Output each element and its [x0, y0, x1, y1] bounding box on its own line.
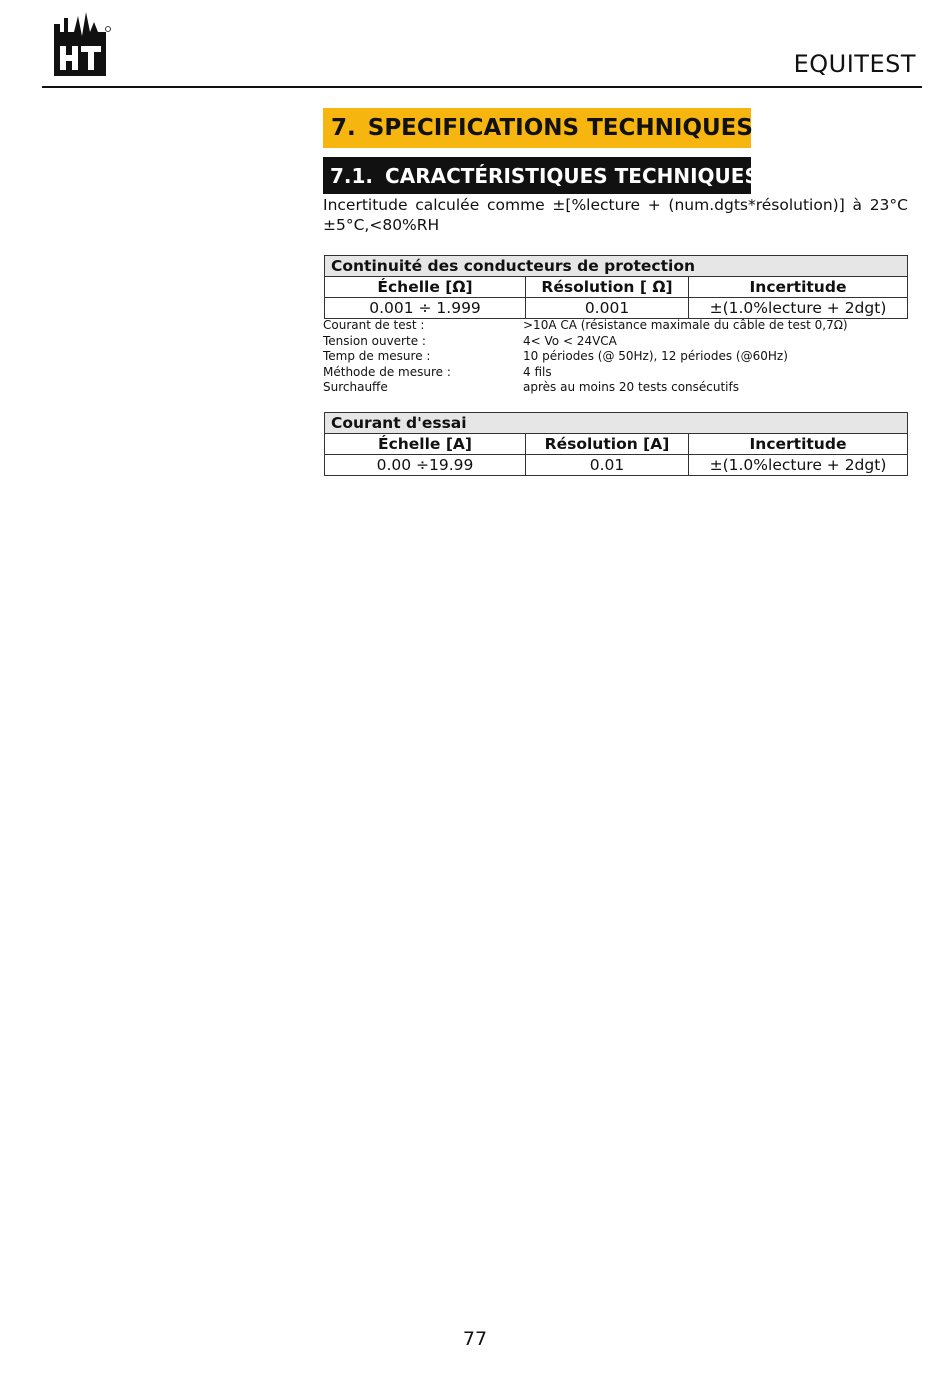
cell-scale: 0.00 ÷19.99: [325, 455, 526, 476]
note-value: >10A CA (résistance maximale du câble de test 0,7Ω): [523, 318, 848, 332]
column-header-resolution: Résolution [A]: [526, 434, 689, 455]
note-row: [323, 334, 848, 350]
section-heading: [323, 108, 751, 148]
ht-logo: [50, 10, 112, 78]
note-row: [323, 349, 848, 365]
page-number: 77: [462, 1328, 488, 1350]
note-value: 4 fils: [523, 364, 552, 379]
cell-uncertainty: ±(1.0%lecture + 2dgt): [689, 455, 908, 476]
cell-resolution: 0.001: [526, 298, 689, 319]
subsection-number: 7.1.: [330, 163, 374, 188]
note-label: Temp de mesure :: [323, 349, 431, 363]
note-label: Tension ouverte :: [323, 333, 426, 348]
test-notes: [323, 318, 848, 396]
header-title: EQUITEST: [793, 50, 916, 78]
note-value: 4< Vo < 24VCA: [523, 333, 617, 348]
test-current-table: [324, 412, 908, 476]
note-label: Surchauffe: [323, 380, 388, 394]
column-header-scale: Échelle [A]: [325, 434, 526, 455]
column-header-scale: Échelle [Ω]: [325, 277, 526, 298]
cell-resolution: 0.01: [526, 455, 689, 476]
header-divider: [42, 86, 922, 88]
note-label: Méthode de mesure :: [323, 364, 451, 379]
subsection-title: CARACTÉRISTIQUES TECHNIQUES: [385, 163, 759, 188]
section-number: 7.: [331, 115, 356, 141]
intro-paragraph: Incertitude calculée comme ±[%lecture + (num.dgts*résolution)] à 23°C ±5°C,<80%RH: [323, 196, 908, 234]
note-row: [323, 365, 848, 381]
cell-uncertainty: ±(1.0%lecture + 2dgt): [689, 298, 908, 319]
cell-scale: 0.001 ÷ 1.999: [325, 298, 526, 319]
note-label: Courant de test :: [323, 318, 425, 332]
section-title: SPECIFICATIONS TECHNIQUES: [367, 115, 753, 141]
note-row: [323, 380, 848, 396]
table-caption: Continuité des conducteurs de protection: [325, 256, 908, 277]
table-caption: Courant d'essai: [325, 413, 908, 434]
note-value: après au moins 20 tests consécutifs: [523, 380, 739, 394]
column-header-uncertainty: Incertitude: [689, 277, 908, 298]
column-header-uncertainty: Incertitude: [689, 434, 908, 455]
continuity-table: [324, 255, 908, 319]
note-value: 10 périodes (@ 50Hz), 12 périodes (@60Hz): [523, 349, 788, 363]
column-header-resolution: Résolution [ Ω]: [526, 277, 689, 298]
subsection-heading: [323, 157, 759, 194]
note-row: [323, 318, 848, 334]
